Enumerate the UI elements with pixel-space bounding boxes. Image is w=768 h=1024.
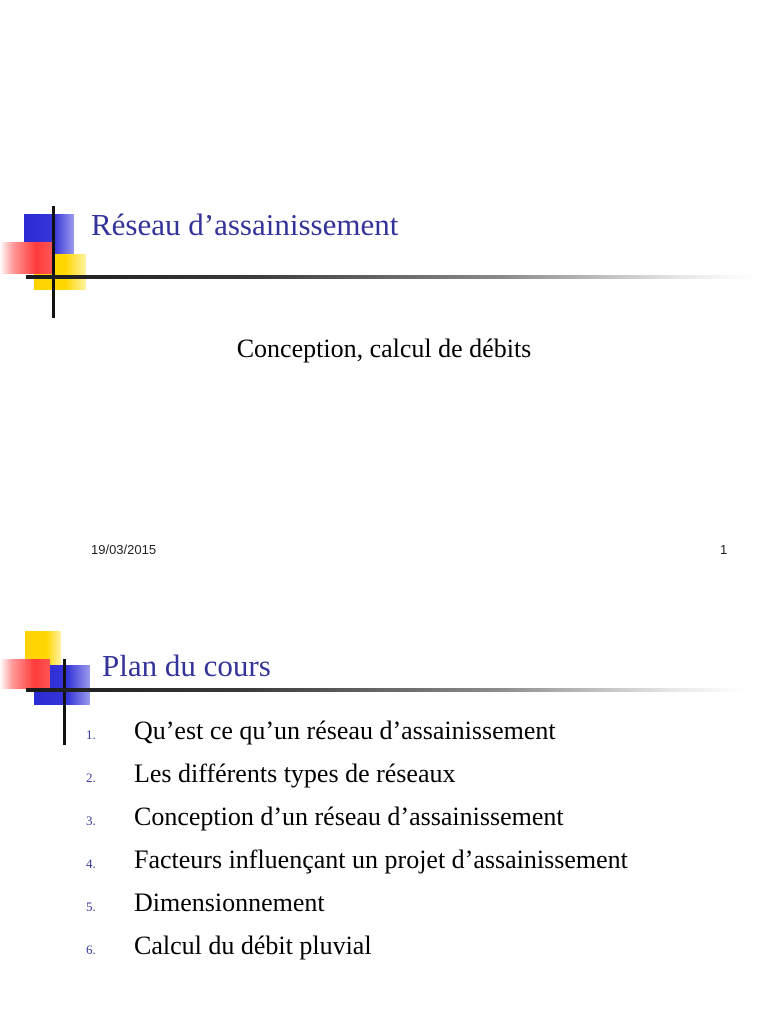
list-item-number: 6. bbox=[86, 942, 96, 957]
list-item-number: 4. bbox=[86, 856, 96, 871]
slide-date: 19/03/2015 bbox=[91, 542, 157, 557]
list-item bbox=[86, 802, 628, 845]
slide-page-number: 1 bbox=[720, 542, 728, 557]
list-item bbox=[86, 888, 628, 931]
list-item bbox=[86, 716, 628, 759]
title-rule bbox=[26, 688, 746, 692]
list-item bbox=[86, 759, 628, 802]
slide-logo bbox=[0, 200, 100, 300]
title-rule bbox=[26, 275, 756, 279]
list-item-text: Les différents types de réseaux bbox=[134, 759, 456, 788]
list-item bbox=[86, 931, 628, 974]
slide-2 bbox=[0, 590, 768, 1024]
slide-subtitle: Conception, calcul de débits bbox=[236, 334, 532, 363]
agenda-list bbox=[86, 716, 628, 974]
logo-red-square bbox=[0, 659, 50, 689]
list-item-number: 1. bbox=[86, 727, 96, 742]
logo-red-square bbox=[0, 242, 52, 274]
list-item-text: Conception d’un réseau d’assainissement bbox=[134, 802, 564, 831]
list-item-text: Facteurs influençant un projet d’assainissement bbox=[134, 845, 628, 874]
list-item-text: Dimensionnement bbox=[134, 888, 325, 917]
logo-vertical-line bbox=[52, 206, 55, 318]
list-item-number: 2. bbox=[86, 770, 96, 785]
list-item-text: Calcul du débit pluvial bbox=[134, 931, 372, 960]
list-item bbox=[86, 845, 628, 888]
slide-title: Réseau d’assainissement bbox=[91, 207, 399, 242]
slide-title: Plan du cours bbox=[102, 648, 271, 683]
logo-vertical-line bbox=[63, 659, 66, 745]
list-item-number: 3. bbox=[86, 813, 96, 828]
list-item-text: Qu’est ce qu’un réseau d’assainissement bbox=[134, 716, 556, 745]
list-item-number: 5. bbox=[86, 899, 96, 914]
